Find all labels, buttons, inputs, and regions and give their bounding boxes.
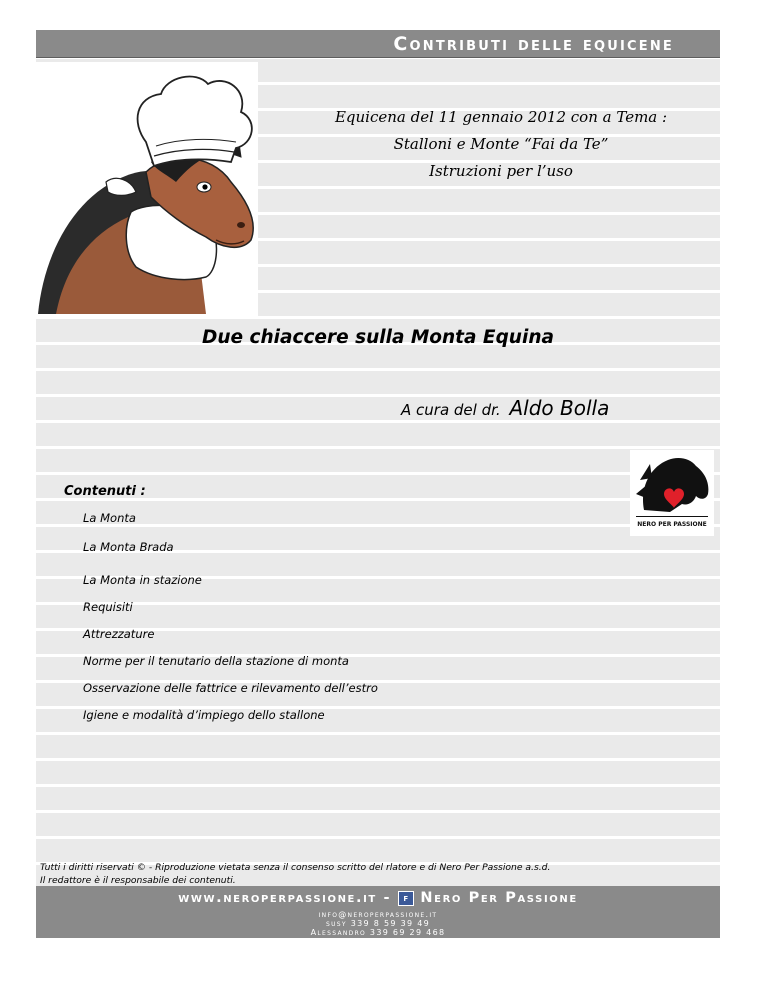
facebook-icon[interactable]: f — [398, 891, 414, 906]
toc-item: Norme per il tenutario della stazione di monta — [83, 654, 349, 668]
logo-text: NERO PER PASSIONE — [637, 521, 707, 528]
nero-per-passione-logo — [630, 450, 714, 536]
intro-line-1: Equicena del 11 gennaio 2012 con a Tema : — [334, 108, 668, 126]
contents-heading: Contenuti : — [64, 484, 146, 499]
toc-item: La Monta — [83, 511, 136, 525]
chef-horse-icon — [36, 62, 258, 318]
chef-horse-illustration — [36, 62, 258, 318]
footer-band — [36, 886, 720, 938]
footer-phone-2: Alessandro 339 69 29 468 — [310, 928, 446, 937]
website-link[interactable]: www.neroperpassione.it - — [178, 890, 392, 906]
footer-links — [36, 890, 720, 906]
toc-item: La Monta in stazione — [83, 573, 202, 587]
toc-item: Igiene e modalità d’impiego dello stallone — [83, 708, 325, 722]
footer-phone-1: susy 339 8 59 39 49 — [326, 919, 430, 928]
document-title: Due chiaccere sulla Monta Equina — [202, 327, 554, 348]
intro-line-3: Istruzioni per l’uso — [429, 162, 573, 180]
toc-item: Osservazione delle fattrice e rilevamento dell’estro — [83, 681, 378, 695]
intro-line-2: Stalloni e Monte “Fai da Te” — [393, 135, 609, 153]
header-band — [36, 30, 720, 58]
copyright-line-2: Il redattore è il responsabile dei contenuti. — [40, 875, 236, 886]
footer-email[interactable]: info@neroperpassione.it — [318, 910, 438, 919]
toc-item: La Monta Brada — [83, 540, 174, 554]
document-page — [36, 30, 720, 938]
facebook-link[interactable]: Nero Per Passione — [420, 890, 578, 906]
copyright-line-1: Tutti i diritti riservati © - Riproduzione vietata senza il consenso scritto del rlatore e di Nero Per Passione a.s.d. — [40, 862, 551, 873]
byline-prefix: A cura del dr. — [401, 401, 501, 419]
byline — [401, 396, 609, 420]
author-name: Aldo Bolla — [509, 396, 610, 420]
toc-item: Attrezzature — [83, 627, 155, 641]
toc-item: Requisiti — [83, 600, 133, 614]
header-title: Contributi delle equicene — [393, 33, 674, 55]
